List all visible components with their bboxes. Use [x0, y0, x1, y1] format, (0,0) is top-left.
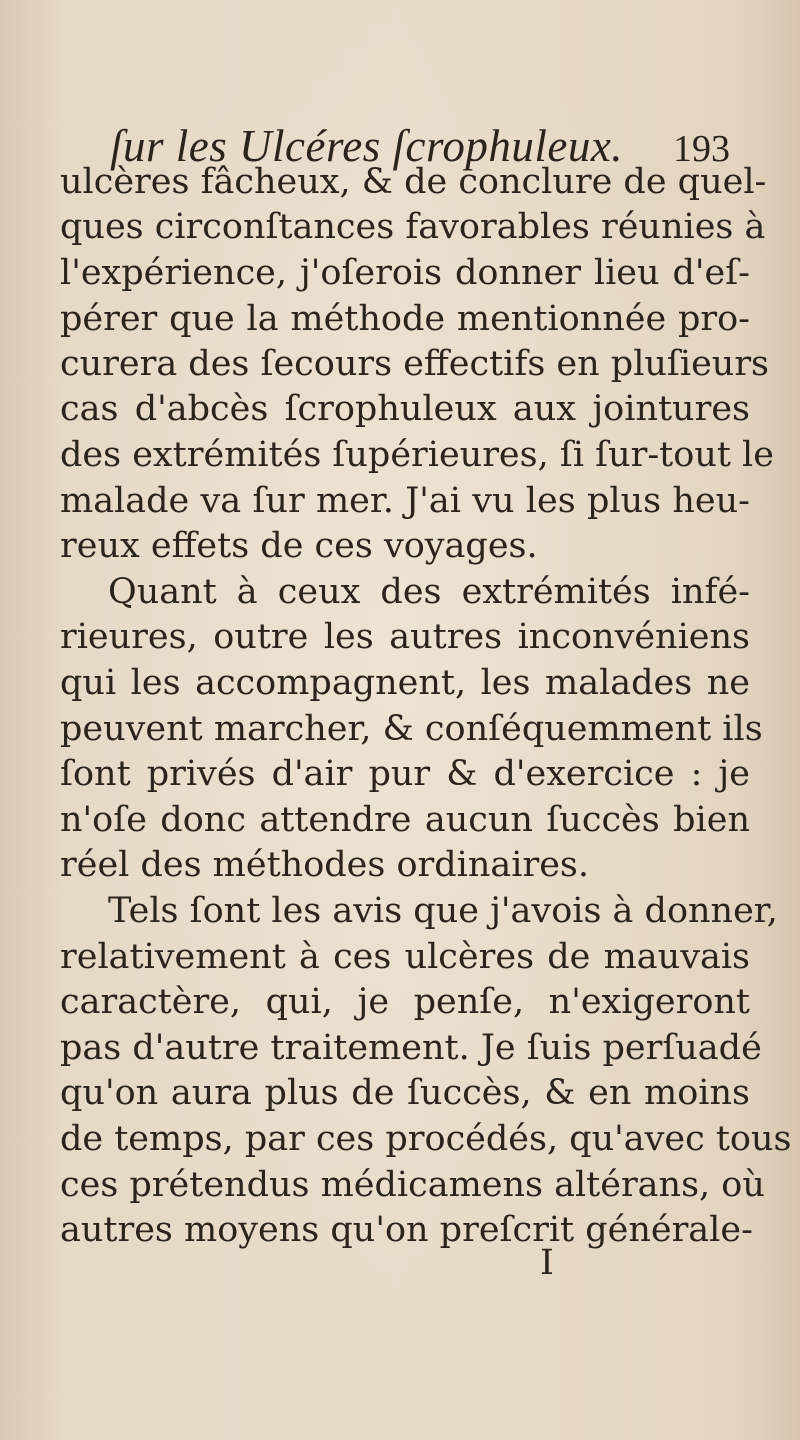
- text-line: peuvent marcher, & conſéquemment ils: [60, 709, 763, 749]
- text-line: des extrémités ſupérieures, ſi ſur-tout le: [60, 435, 774, 475]
- text-line: curera des ſecours effectifs en pluſieurs: [60, 344, 770, 384]
- text-line: reux effets de ces voyages.: [60, 526, 538, 566]
- text-line: rieures, outre les autres inconvéniens: [60, 617, 750, 657]
- text-line: ces prétendus médicamens altérans, où: [60, 1165, 765, 1205]
- text-line: ulcères fâcheux, & de conclure de quel-: [60, 162, 767, 202]
- text-line: qui les accompagnent, les malades ne: [60, 663, 750, 703]
- running-title: ſur les Ulcéres ſcrophuleux.: [110, 121, 624, 171]
- text-line: pas d'autre traitement. Je ſuis perſuadé: [60, 1028, 762, 1068]
- text-line: l'expérience, j'oſerois donner lieu d'eſ-: [60, 253, 750, 293]
- text-line: de temps, par ces procédés, qu'avec tous: [60, 1119, 792, 1159]
- text-line: pérer que la méthode mentionnée pro-: [60, 299, 750, 339]
- text-line: réel des méthodes ordinaires.: [60, 845, 589, 885]
- text-line: n'oſe donc attendre aucun ſuccès bien: [60, 800, 750, 840]
- text-line: autres moyens qu'on preſcrit générale-: [60, 1210, 753, 1250]
- page-number: 193: [673, 128, 730, 170]
- text-line: qu'on aura plus de ſuccès, & en moins: [60, 1073, 750, 1113]
- text-line: ſont privés d'air pur & d'exercice : je: [60, 754, 750, 794]
- text-line: relativement à ces ulcères de mauvais: [60, 937, 750, 977]
- text-line: Quant à ceux des extrémités infé-: [108, 572, 750, 612]
- text-line: cas d'abcès ſcrophuleux aux jointures: [60, 389, 750, 429]
- text-line: Tels ſont les avis que j'avois à donner,: [108, 891, 778, 931]
- signature-mark: I: [540, 1243, 554, 1283]
- text-line: caractère, qui, je penſe, n'exigeront: [60, 982, 750, 1022]
- text-line: malade va ſur mer. J'ai vu les plus heu-: [60, 481, 750, 521]
- text-line: ques circonſtances favorables réunies à: [60, 207, 766, 247]
